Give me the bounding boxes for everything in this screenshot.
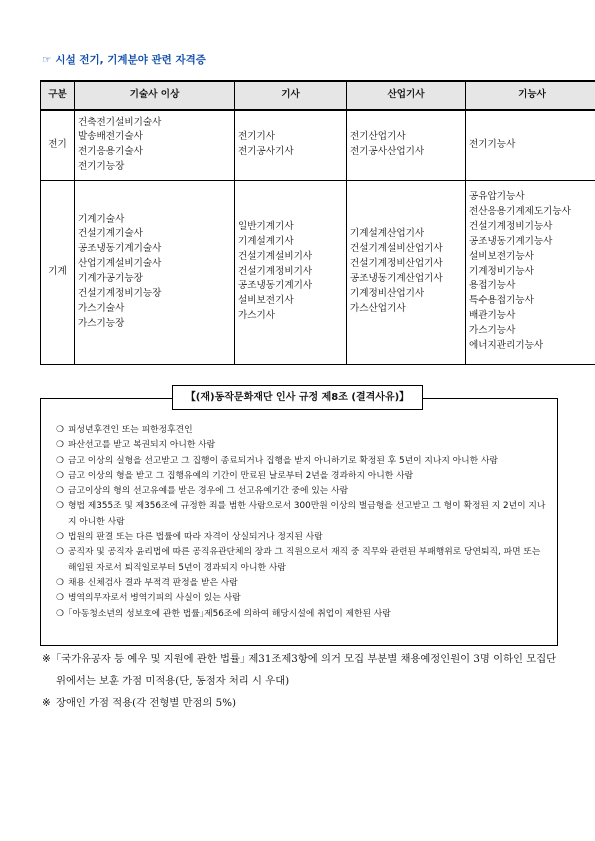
section-heading-text: 시설 전기, 기계분야 관련 자격증 xyxy=(55,54,206,66)
circle-bullet-icon: ❍ xyxy=(56,440,64,451)
cell-industrial-engineer xyxy=(347,110,466,180)
circle-bullet-icon: ❍ xyxy=(56,532,64,543)
list-item-text: 파산선고를 받고 복권되지 아니한 사람 xyxy=(68,440,216,451)
certification-name: 기계가공기능장 xyxy=(78,273,143,284)
list-item-text: 형법 제355조 및 제356조에 규정한 죄를 범한 사람으로서 300만원 이상의 벌금형을 선고받고 그 형이 확정된 지 2년이 지나지 아니한 사람 xyxy=(68,501,546,527)
cell-craftsman xyxy=(466,110,595,180)
list-item xyxy=(56,607,550,622)
list-item xyxy=(56,576,550,591)
list-item-text: 금고 이상의 형을 받고 그 집행유예의 기간이 만료된 날로부터 2년을 경과하지 아니한 사람 xyxy=(68,470,414,481)
list-item xyxy=(56,469,550,484)
cell-engineer xyxy=(235,110,347,180)
circle-bullet-icon: ❍ xyxy=(56,470,64,481)
list-item xyxy=(56,591,550,606)
certification-name: 건설기계정비기능장 xyxy=(78,287,162,299)
certification-name: 가스기술사 xyxy=(78,302,125,314)
certification-name: 용접기능사 xyxy=(469,280,516,292)
list-item xyxy=(56,454,550,469)
circle-bullet-icon: ❍ xyxy=(56,608,64,619)
certification-name: 전기공사기사 xyxy=(238,146,294,158)
circle-bullet-icon: ❍ xyxy=(56,593,64,604)
certification-name: 건축전기설비기술사 xyxy=(78,116,162,128)
circle-bullet-icon: ❍ xyxy=(56,486,64,497)
list-item-text: 병역의무자로서 병역기피의 사실이 있는 사람 xyxy=(68,593,241,604)
certification-name: 배관기능사 xyxy=(469,310,516,322)
cell-engineer-above xyxy=(75,110,235,180)
circle-bullet-icon: ❍ xyxy=(56,455,64,466)
certification-name: 산업기계설비기술사 xyxy=(78,258,162,270)
row-category: 전기 xyxy=(41,110,75,180)
note-item xyxy=(42,648,562,692)
certification-name: 발송배전기술사 xyxy=(78,131,143,143)
certification-name: 일반기계기사 xyxy=(238,220,294,232)
disqualification-list xyxy=(56,423,550,622)
certification-name: 전기산업기사 xyxy=(350,131,406,143)
list-item-text: 피성년후견인 또는 피한정후견인 xyxy=(68,425,193,435)
certification-name: 기계설계산업기사 xyxy=(350,228,425,240)
certification-name: 에너지관리기능사 xyxy=(469,339,544,351)
list-item xyxy=(56,545,550,576)
circle-bullet-icon: ❍ xyxy=(56,577,64,588)
certification-name: 기계정비산업기사 xyxy=(350,287,425,299)
certification-name: 전기기사 xyxy=(238,131,276,143)
note-text: 장애인 가점 적용(각 전형별 만점의 5%) xyxy=(56,697,236,709)
certification-name: 건설기계설비산업기사 xyxy=(350,243,443,255)
list-item-text: 법원의 판결 또는 다른 법률에 따라 자격이 상실되거나 정지된 사람 xyxy=(68,532,323,543)
table-header-row xyxy=(41,81,595,110)
certification-name: 가스기능사 xyxy=(469,325,516,336)
regulation-title: 【(재)동작문화재단 인사 규정 제8조 (결격사유)】 xyxy=(172,385,423,410)
reference-mark-icon: ※ xyxy=(42,653,51,665)
certification-name: 가스기능장 xyxy=(78,317,125,329)
table-row-electrical xyxy=(41,110,595,180)
table-row-mechanical xyxy=(41,180,595,364)
certification-name: 공조냉동기계기술사 xyxy=(78,243,162,255)
certification-name: 건설기계정비기능사 xyxy=(469,220,553,232)
pointing-hand-icon: ☞ xyxy=(42,54,52,66)
circle-bullet-icon: ❍ xyxy=(56,425,64,435)
list-item-text: ｢아동청소년의 성보호에 관한 법률｣제56조에 의하여 해당시설에 취업이 제한된 사람 xyxy=(68,608,391,619)
certification-name: 전기기능사 xyxy=(469,138,516,150)
list-item xyxy=(56,438,550,453)
section-heading xyxy=(42,52,206,67)
header-engineer-above: 기술사 이상 xyxy=(75,81,235,110)
note-text: ｢국가유공자 등 예우 및 지원에 관한 법률｣ 제31조제3항에 의거 모집 부분별 채용예정인원이 3명 이하인 모집단위에서는 보훈 가점 미적용(단, 동점자 처리 시 우대) xyxy=(56,653,557,687)
certification-name: 가스산업기사 xyxy=(350,302,406,314)
note-item xyxy=(42,692,562,714)
cell-craftsman xyxy=(466,180,595,364)
circle-bullet-icon: ❍ xyxy=(56,501,64,512)
list-item xyxy=(56,530,550,545)
cell-engineer-above xyxy=(75,180,235,364)
list-item-text: 금고이상의 형의 선고유예를 받은 경우에 그 선고유예기간 중에 있는 사람 xyxy=(68,486,349,497)
row-category: 기계 xyxy=(41,180,75,364)
certification-name: 건설기계기술사 xyxy=(78,228,143,240)
certification-name: 가스기사 xyxy=(238,310,276,322)
certification-name: 기계기술사 xyxy=(78,213,125,225)
reference-mark-icon: ※ xyxy=(42,697,51,709)
header-category: 구분 xyxy=(41,81,75,110)
certification-name: 건설기계설비기사 xyxy=(238,250,313,262)
list-item-text: 공직자 및 공직자 윤리법에 따른 공직유관단체의 장과 그 직원으로서 재직 중 직무와 관련된 부패행위로 당연퇴직, 파면 또는 해임된 자로서 퇴직일로부터 5년이 경과되지 아니한 사람 xyxy=(68,547,541,573)
certification-name: 공유압기능사 xyxy=(469,191,525,203)
certification-table xyxy=(40,80,595,365)
certification-name: 전기기능장 xyxy=(78,161,125,173)
cell-industrial-engineer xyxy=(347,180,466,364)
certification-name: 전기응용기술사 xyxy=(78,146,143,158)
header-engineer: 기사 xyxy=(235,81,347,110)
certification-name: 전산응용기계제도기능사 xyxy=(469,206,571,218)
list-item-text: 채용 신체검사 결과 부적격 판정을 받은 사람 xyxy=(68,577,238,588)
certification-name: 특수용접기능사 xyxy=(469,295,534,307)
header-craftsman: 기능사 xyxy=(466,81,595,110)
list-item-text: 금고 이상의 실형을 선고받고 그 집행이 종료되거나 집행을 받지 아니하기로 확정된 후 5년이 지나지 아니한 사람 xyxy=(68,455,498,466)
certification-name: 기계설계기사 xyxy=(238,235,294,247)
header-industrial-engineer: 산업기사 xyxy=(347,81,466,110)
list-item xyxy=(56,499,550,530)
certification-name: 기계정비기능사 xyxy=(469,265,534,277)
cell-engineer xyxy=(235,180,347,364)
certification-name: 설비보전기능사 xyxy=(469,250,534,262)
certification-name: 건설기계정비기사 xyxy=(238,265,313,277)
certification-name: 공조냉동기계산업기사 xyxy=(350,273,443,284)
certification-name: 전기공사산업기사 xyxy=(350,146,425,158)
certification-name: 설비보전기사 xyxy=(238,295,294,307)
list-item xyxy=(56,484,550,499)
circle-bullet-icon: ❍ xyxy=(56,547,64,558)
certification-name: 공조냉동기계기사 xyxy=(238,280,313,292)
notes xyxy=(42,648,562,714)
list-item xyxy=(56,423,550,438)
certification-name: 건설기계정비산업기사 xyxy=(350,258,443,270)
certification-name: 공조냉동기계기능사 xyxy=(469,235,553,247)
